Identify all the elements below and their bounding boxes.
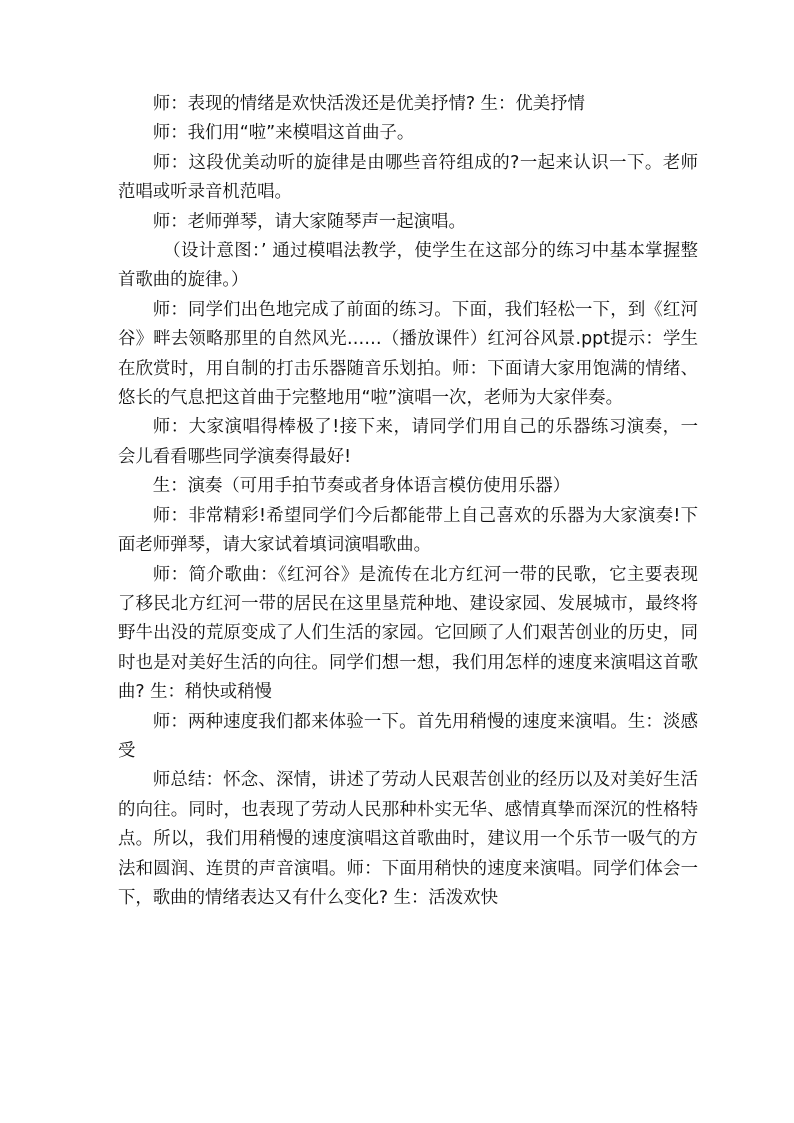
paragraph-piano-sing: 师：老师弹琴，请大家随琴声一起演唱。 xyxy=(152,211,466,232)
paragraph-student-perform: 生：演奏（可用手拍节奏或者身体语言模仿使用乐器） xyxy=(152,476,571,497)
paragraph-teacher-summary: 师总结：怀念、深情，讲述了劳动人民艰苦创业的经历以及对美好生活的向往。同时，也表现了劳动人民那种朴实无华、感情真挚而深沉的性格特点。所以，我们用稍慢的速度演唱这首歌曲时，建议用一个乐节一吸气的方法和圆润、连贯的声音演唱。师：下面用稍快的速度来演唱。同学们体会一下，歌曲的情绪表达又有什么变化? 生：活泼欢快 xyxy=(118,770,698,908)
paragraph-hum-la: 师：我们用“啦”来模唱这首曲子。 xyxy=(152,123,415,144)
paragraph-emotion-question: 师：表现的情绪是欢快活泼还是优美抒情? 生：优美抒情 xyxy=(152,94,585,114)
paragraph-two-speeds: 师：两种速度我们都来体验一下。首先用稍慢的速度来演唱。生：淡感受 xyxy=(118,711,698,761)
paragraph-red-river-scenery: 师：同学们出色地完成了前面的练习。下面，我们轻松一下，到《红河谷》畔去领略那里的自然风光……（播放课件）红河谷风景.ppt提示：学生在欣赏时，用自制的打击乐器随音乐划拍。师：下面请大家用饱满的情绪、悠长的气息把这首曲于完整地用“啦”演唱一次，老师为大家伴奏。 xyxy=(118,299,698,409)
paragraph-design-intent: （设计意图：’ 通过模唱法教学，使学生在这部分的练习中基本掌握整首歌曲的旋律。） xyxy=(118,241,698,291)
paragraph-song-introduction: 师：简介歌曲：《红河谷》是流传在北方红河一带的民歌，它主要表现了移民北方红河一带的居民在这里垦荒种地、建设家园、发展城市，最终将野牛出没的荒原变成了人们生活的家园。它回顾了人们艰苦创业的历史，同时也是对美好生活的向往。同学们想一想，我们用怎样的速度来演唱这首歌曲? 生：稍快或稍慢 xyxy=(118,564,698,703)
paragraph-instrument-practice: 师：大家演唱得棒极了!接下来，请同学们用自己的乐器练习演奏，一会儿看看哪些同学演奏得最好! xyxy=(118,417,698,467)
paragraph-notes-intro: 师：这段优美动听的旋律是由哪些音符组成的?一起来认识一下。老师范唱或听录音机范唱。 xyxy=(118,152,698,203)
document-body xyxy=(118,90,698,913)
paragraph-lyrics-singing: 师：非常精彩!希望同学们今后都能带上自己喜欢的乐器为大家演奏!下面老师弹琴，请大家试着填词演唱歌曲。 xyxy=(118,505,698,556)
